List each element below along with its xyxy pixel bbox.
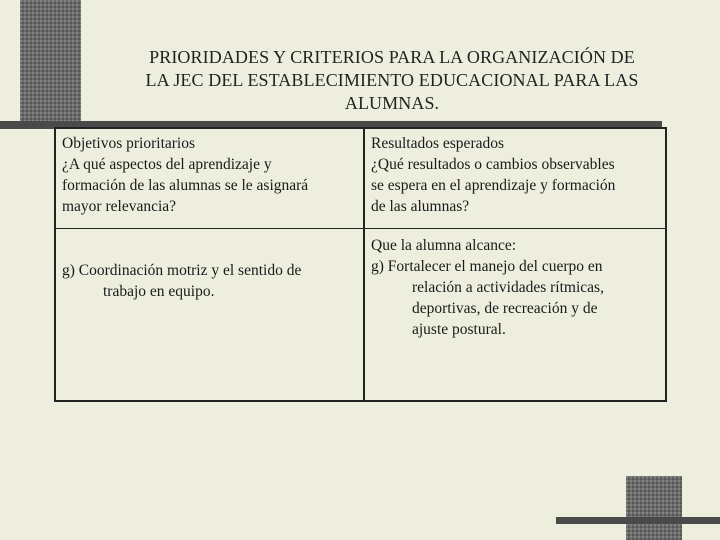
header-right-heading: Resultados esperados: [371, 135, 505, 152]
header-left-heading: Objetivos prioritarios: [62, 135, 196, 152]
header-cell-results: [371, 133, 661, 217]
title-line-3: ALUMNAS.: [344, 93, 440, 113]
decorative-vertical-bar-top: [20, 0, 81, 122]
header-right-line-3: de las alumnas?: [371, 198, 470, 215]
header-right-line-2: se espera en el aprendizaje y formación: [371, 177, 616, 194]
criteria-table: [54, 127, 667, 402]
header-left-line-1: ¿A qué aspectos del aprendizaje y: [62, 156, 272, 173]
table-row-divider: [56, 228, 665, 229]
decorative-vertical-bar-bottom: [626, 476, 682, 540]
header-right-line-1: ¿Qué resultados o cambios observables: [371, 156, 615, 173]
body-left-line-1: g) Coordinación motriz y el sentido de: [62, 262, 302, 279]
title-line-1: PRIORIDADES Y CRITERIOS PARA LA ORGANIZACIÓN DE: [149, 47, 635, 67]
body-right-line-4: ajuste postural.: [412, 321, 506, 338]
body-right-line-1: g) Fortalecer el manejo del cuerpo en: [371, 258, 603, 275]
body-cell-objective-g: [62, 260, 357, 302]
header-left-line-2: formación de las alumnas se le asignará: [62, 177, 309, 194]
title-line-2: LA JEC DEL ESTABLECIMIENTO EDUCACIONAL PARA LAS: [145, 70, 639, 90]
body-right-line-2: relación a actividades rítmicas,: [412, 279, 604, 296]
header-cell-objectives: [62, 133, 357, 217]
table-column-divider: [363, 127, 365, 402]
body-right-line-3: deportivas, de recreación y de: [412, 300, 598, 317]
header-left-line-3: mayor relevancia?: [62, 198, 177, 215]
body-left-line-2: trabajo en equipo.: [103, 283, 215, 300]
decorative-horizontal-bar-bottom: [556, 517, 720, 524]
body-cell-result-g: [371, 235, 661, 340]
slide-title: [88, 46, 696, 115]
body-right-intro: Que la alumna alcance:: [371, 237, 517, 254]
